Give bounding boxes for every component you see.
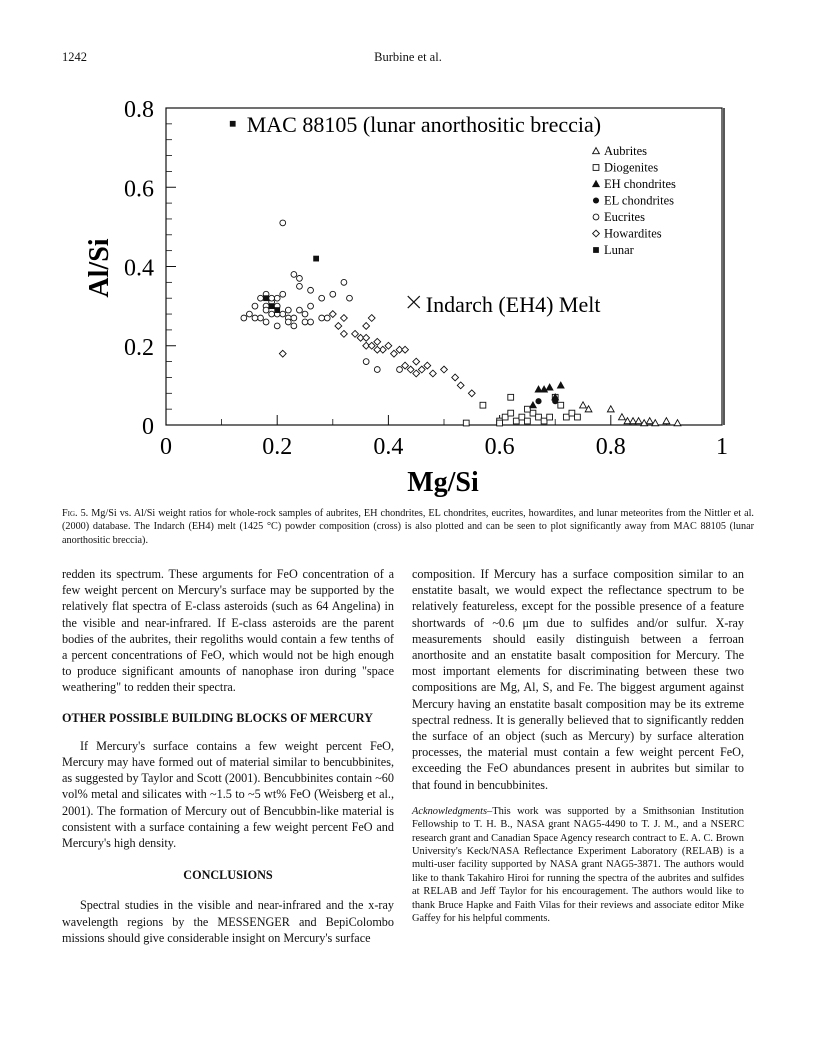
data-point	[424, 362, 431, 369]
data-point	[330, 291, 336, 297]
data-point	[463, 420, 469, 426]
annotation-mac88105: MAC 88105 (lunar anorthositic breccia)	[246, 111, 602, 137]
data-point	[513, 418, 519, 424]
data-point	[269, 303, 275, 309]
data-point	[308, 319, 314, 325]
data-point	[263, 319, 269, 325]
data-point	[519, 414, 525, 420]
legend-marker	[593, 214, 599, 220]
data-point	[368, 315, 375, 322]
data-point	[374, 367, 380, 373]
data-point	[541, 418, 547, 424]
data-point	[502, 414, 508, 420]
annotation-indarch: Indarch (EH4) Melt	[425, 292, 601, 318]
data-point	[402, 362, 409, 369]
x-tick-label: 0	[160, 434, 172, 460]
y-axis-label: Al/Si	[84, 238, 115, 298]
data-point	[580, 402, 587, 408]
data-point	[407, 366, 414, 373]
data-point	[374, 338, 381, 345]
series-aubrites	[580, 402, 681, 426]
data-point	[635, 418, 642, 424]
y-tick-label: 0.4	[124, 255, 154, 282]
paragraph: redden its spectrum. These arguments for FeO concentration of a few weight percent on Mercury's surface may be supported by the relatively flat spectra of E-class asteroids (such as 64 Angelina) in the visible and near-infrared. If E-class asteroids are the parent bodies of the aubrites, their regoliths would contain a few tenths of a percent concentrations of FeO, which would not be high enough to produce significant amounts of nanophase iron during "space weathering" to redden their spectra.	[62, 567, 394, 695]
legend-label: Aubrites	[604, 144, 648, 158]
data-point	[291, 272, 297, 278]
paragraph: composition. If Mercury has a surface composition similar to an enstatite basalt, we would expect the reflectance spectrum to be relatively featureless, except for the possible presence of a feature shortwards of ~0.6 μm due to sulfides and/or sulfur. X-ray measurements should easily distinguish between a ferroan anorthosite and an enstatite basalt composition for Mercury. The most important elements for discriminating between these two compositions are Mg, Al, S, and Fe. The biggest argument against Mercury having an enstatite basalt composition may be its extreme spectral redness. It is generally believed that to significantly redden the surface of an object (such as Mercury) by surface alteration processes, the material must contain a few weight percent FeO, exceeding the FeO abundances present in aubrites but similar to that found in bencubbinites.	[412, 567, 744, 792]
data-point	[385, 342, 392, 349]
legend-marker	[593, 247, 599, 253]
data-point	[607, 406, 614, 412]
data-point	[663, 418, 670, 424]
data-point	[319, 295, 325, 301]
data-point	[530, 410, 536, 416]
data-point	[363, 323, 370, 330]
data-point	[413, 370, 420, 377]
x-tick-label: 1	[716, 434, 728, 460]
data-point	[329, 311, 336, 318]
data-point	[441, 366, 448, 373]
data-point	[291, 315, 297, 321]
data-point	[297, 283, 303, 289]
left-column	[62, 566, 394, 946]
right-column	[412, 566, 744, 926]
data-point	[397, 367, 403, 373]
section-heading-conclusions: CONCLUSIONS	[183, 868, 273, 883]
data-point	[569, 410, 575, 416]
annotations	[230, 112, 601, 317]
paragraph: Spectral studies in the visible and near-infrared and the x-ray wavelength regions by the MESSENGER and BepiColombo missions should give considerable insight on Mercury's surface	[62, 898, 394, 945]
legend-marker	[593, 148, 600, 154]
data-point	[274, 323, 280, 329]
scatter-chart	[0, 0, 816, 500]
data-point	[368, 342, 375, 349]
data-point	[619, 414, 626, 420]
x-tick-label: 0.2	[262, 434, 293, 460]
annotation-marker-indarch	[408, 296, 420, 308]
data-point	[297, 275, 303, 281]
data-point	[557, 382, 564, 388]
legend-label: EL chondrites	[604, 193, 675, 208]
data-point	[247, 311, 253, 317]
data-point	[480, 402, 486, 408]
data-point	[646, 418, 653, 424]
acknowledgments	[412, 805, 744, 926]
data-point	[291, 323, 297, 329]
data-point	[279, 350, 286, 357]
data-point	[352, 330, 359, 337]
y-tick-label: 0	[142, 414, 154, 440]
y-tick-label: 0.2	[124, 334, 154, 361]
data-point	[429, 370, 436, 377]
data-point	[457, 382, 464, 389]
y-tick-label: 0.6	[124, 176, 154, 203]
caption-text: Mg/Si vs. Al/Si weight ratios for whole-rock samples of aubrites, EH chondrites, EL chondrites, eucrites, howardites, and lunar meteorites from the Nittler et al. (2000) database. The Indarch (EH4) melt (1425 °C) powder composition (cross) is also plotted and can be seen to plot significantly away from MAC 88105 (lunar anorthositic breccia).	[62, 508, 754, 546]
legend-marker	[593, 230, 600, 237]
data-point	[341, 279, 347, 285]
data-point	[547, 414, 553, 420]
data-point	[302, 311, 308, 317]
data-point	[335, 323, 342, 330]
x-tick-label: 0.8	[595, 434, 626, 460]
data-point	[324, 315, 330, 321]
data-point	[497, 420, 503, 426]
series-diogenites	[463, 394, 580, 426]
data-point	[525, 418, 531, 424]
data-point	[546, 384, 553, 390]
running-title: Burbine et al.	[374, 50, 442, 64]
series-el-chondrites	[535, 398, 558, 404]
data-point	[363, 334, 370, 341]
data-point	[285, 307, 291, 313]
data-point	[391, 350, 398, 357]
data-point	[363, 359, 369, 365]
data-point	[552, 398, 558, 404]
data-point	[308, 303, 314, 309]
data-point	[269, 311, 275, 317]
x-tick-label: 0.6	[484, 434, 515, 460]
page-number: 1242	[62, 50, 87, 64]
data-point	[536, 414, 542, 420]
data-point	[341, 315, 348, 322]
legend-label: Lunar	[604, 243, 634, 257]
data-point	[535, 398, 541, 404]
legend-label: EH chondrites	[604, 177, 676, 191]
data-point	[374, 346, 381, 353]
acknowledgments-lead: Acknowledgments–	[412, 805, 493, 817]
data-point	[241, 315, 247, 321]
data-point	[575, 414, 581, 420]
data-point	[319, 315, 325, 321]
data-point	[280, 311, 286, 317]
data-point	[258, 315, 264, 321]
data-point	[263, 295, 269, 301]
data-point	[418, 366, 425, 373]
data-point	[263, 307, 269, 313]
data-point	[302, 319, 308, 325]
data-point	[313, 256, 319, 262]
data-point	[252, 303, 258, 309]
legend-label: Eucrites	[604, 210, 645, 224]
data-point	[468, 390, 475, 397]
data-point	[558, 402, 564, 408]
legend-label: Howardites	[604, 226, 662, 241]
data-point	[285, 319, 291, 325]
data-point	[674, 420, 681, 426]
data-point	[508, 410, 514, 416]
data-point	[252, 315, 258, 321]
data-point	[347, 295, 353, 301]
data-point	[280, 220, 286, 226]
data-point	[530, 402, 537, 408]
legend-marker	[593, 165, 599, 171]
data-point	[508, 394, 514, 400]
data-point	[413, 358, 420, 365]
data-point	[258, 295, 264, 301]
data-point	[274, 307, 280, 313]
y-tick-label: 0.8	[124, 97, 154, 123]
annotation-marker-mac88105	[230, 121, 236, 127]
figure-caption	[62, 507, 754, 547]
legend	[593, 144, 676, 257]
data-point	[563, 414, 569, 420]
data-point	[280, 291, 286, 297]
legend-marker	[593, 181, 600, 187]
x-tick-label: 0.4	[373, 434, 404, 460]
legend-label: Diogenites	[604, 160, 659, 175]
x-axis-label: Mg/Si	[407, 467, 479, 498]
data-point	[274, 295, 280, 301]
figure-label: Fig. 5.	[62, 508, 89, 519]
legend-marker	[593, 197, 599, 203]
data-point	[297, 307, 303, 313]
data-point	[308, 287, 314, 293]
section-heading-building-blocks: OTHER POSSIBLE BUILDING BLOCKS OF MERCURY	[62, 710, 373, 725]
data-point	[269, 295, 275, 301]
paragraph: If Mercury's surface contains a few weight percent FeO, Mercury may have formed out of material similar to bencubbinites, as suggested by Taylor and Scott (2001). Bencubbinites contain ~60 vol% metal and silicates with ~1.5 to ~5 wt% FeO (Weisberg et al., 2001). The formation of Mercury out of Bencubbin-like material is consistent with a surface containing a few weight percent FeO and Mercury's high density.	[62, 738, 394, 851]
data-point	[402, 346, 409, 353]
data-point	[341, 330, 348, 337]
data-point	[452, 374, 459, 381]
acknowledgments-text: This work was supported by a Smithsonian Institution Fellowship to T. H. B., NASA grant NAG5-4490 to T. J. M., and a NSERC research grant and Canadian Space Agency research contract to E. A. C. Brown University's Keck/NASA Reflectance Experiment Laboratory (RELAB) is a multi-user facility supported by NASA grant NAG5-3871. The authors would like to thank Takahiro Hiroi for running the spectra of the aubrites and sulfides at RELAB and Jeff Taylor for his encouragement. The authors would like to thank Bruce Hapke and Faith Vilas for their reviews and associate editor Mike Gaffey for his helpful comments.	[412, 805, 744, 925]
data-point	[525, 406, 531, 412]
